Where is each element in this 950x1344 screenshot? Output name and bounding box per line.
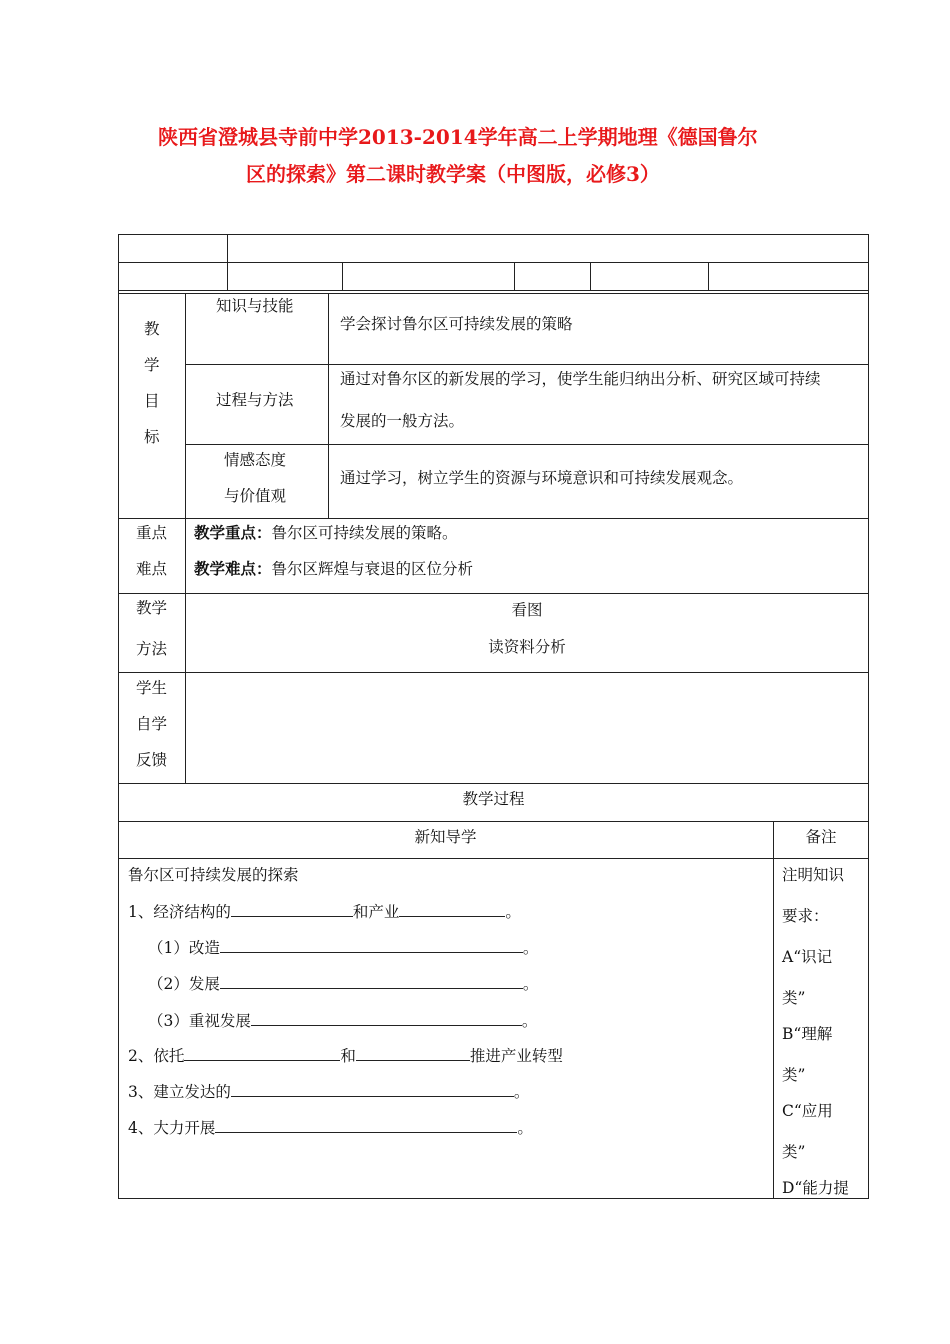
punctuation: 。	[522, 975, 539, 993]
question-2	[128, 1045, 563, 1066]
question-2-text-b: 和	[340, 1047, 356, 1065]
objectives-label-char: 教	[144, 320, 160, 338]
punctuation: 。	[522, 939, 539, 957]
answer-blank[interactable]	[220, 937, 523, 953]
question-1-3-text: （3）重视发展	[148, 1012, 251, 1030]
question-1-text-b: 和产业	[352, 903, 400, 921]
process-content-line2: 发展的一般方法。	[340, 412, 465, 430]
question-4	[128, 1117, 533, 1138]
question-1	[128, 901, 521, 922]
method-label-line1: 教学	[136, 599, 168, 617]
answer-blank[interactable]	[399, 901, 505, 917]
emotion-label-line2: 与价值观	[224, 487, 287, 505]
punctuation: 。	[521, 1012, 538, 1030]
note-line: 注明知识	[782, 866, 845, 884]
difficult-point-text: 鲁尔区辉煌与衰退的区位分析	[271, 560, 474, 578]
method-item-1: 看图	[511, 601, 543, 619]
teaching-process-header: 教学过程	[462, 790, 525, 808]
notes-header: 备注	[805, 828, 837, 846]
note-line: D“能力提	[782, 1179, 849, 1197]
feedback-label-line2: 自学	[136, 715, 168, 733]
feedback-label-line1: 学生	[136, 679, 168, 697]
note-line: 要求：	[782, 907, 829, 925]
question-1-text-a: 1、经济结构的	[128, 903, 231, 921]
question-2-text-a: 2、依托	[128, 1047, 185, 1065]
emotion-content: 通过学习，树立学生的资源与环境意识和可持续发展观念。	[340, 469, 744, 487]
guide-heading: 鲁尔区可持续发展的探索	[128, 866, 299, 884]
question-1-1-text: （1）改造	[148, 939, 220, 957]
method-item-2: 读资料分析	[488, 638, 566, 656]
difficult-point	[194, 559, 473, 579]
feedback-label-line3: 反馈	[136, 751, 168, 769]
answer-blank[interactable]	[251, 1010, 522, 1026]
question-1-1	[148, 937, 538, 958]
objectives-label-char: 目	[144, 392, 160, 410]
question-1-2-text: （2）发展	[148, 975, 220, 993]
note-line: 类”	[782, 989, 806, 1007]
note-line: 类”	[782, 1066, 806, 1084]
guide-header: 新知导学	[414, 828, 477, 846]
knowledge-label: 知识与技能	[216, 297, 294, 315]
difficult-point-label: 教学难点：	[194, 559, 272, 578]
answer-blank[interactable]	[184, 1045, 340, 1061]
process-content-line1: 通过对鲁尔区的新发展的学习，使学生能归纳出分析、研究区域可持续	[340, 370, 821, 388]
answer-blank[interactable]	[231, 901, 353, 917]
knowledge-content: 学会探讨鲁尔区可持续发展的策略	[340, 315, 573, 333]
question-1-3	[148, 1010, 537, 1031]
question-2-text-c: 推进产业转型	[469, 1047, 563, 1065]
document-title-line1: 陕西省澄城县寺前中学2013-2014学年高二上学期地理《德国鲁尔	[158, 125, 758, 149]
punctuation: 。	[517, 1119, 533, 1137]
question-3-text: 3、建立发达的	[128, 1083, 231, 1101]
key-point-label: 教学重点：	[194, 523, 272, 542]
method-label-line2: 方法	[136, 640, 168, 658]
question-4-text: 4、大力开展	[128, 1119, 216, 1137]
punctuation: 。	[505, 903, 521, 921]
key-points-label-line2: 难点	[136, 560, 168, 578]
key-points-label-line1: 重点	[136, 524, 168, 542]
answer-blank[interactable]	[215, 1117, 517, 1133]
objectives-label-char: 标	[144, 428, 160, 446]
objectives-label-char: 学	[144, 356, 160, 374]
document-title-line2: 区的探索》第二课时教学案（中图版，必修3）	[246, 162, 660, 186]
answer-blank[interactable]	[220, 973, 523, 989]
note-line: B“理解	[782, 1025, 833, 1043]
question-1-2	[148, 973, 538, 994]
punctuation: 。	[513, 1083, 530, 1101]
note-line: 类”	[782, 1143, 806, 1161]
answer-blank[interactable]	[356, 1045, 470, 1061]
question-3	[128, 1081, 529, 1102]
note-line: A“识记	[782, 948, 833, 966]
answer-blank[interactable]	[231, 1081, 514, 1097]
key-point-text: 鲁尔区可持续发展的策略。	[271, 524, 458, 542]
key-point	[194, 523, 458, 543]
process-label: 过程与方法	[216, 391, 294, 409]
note-line: C“应用	[782, 1102, 833, 1120]
emotion-label-line1: 情感态度	[224, 451, 287, 469]
